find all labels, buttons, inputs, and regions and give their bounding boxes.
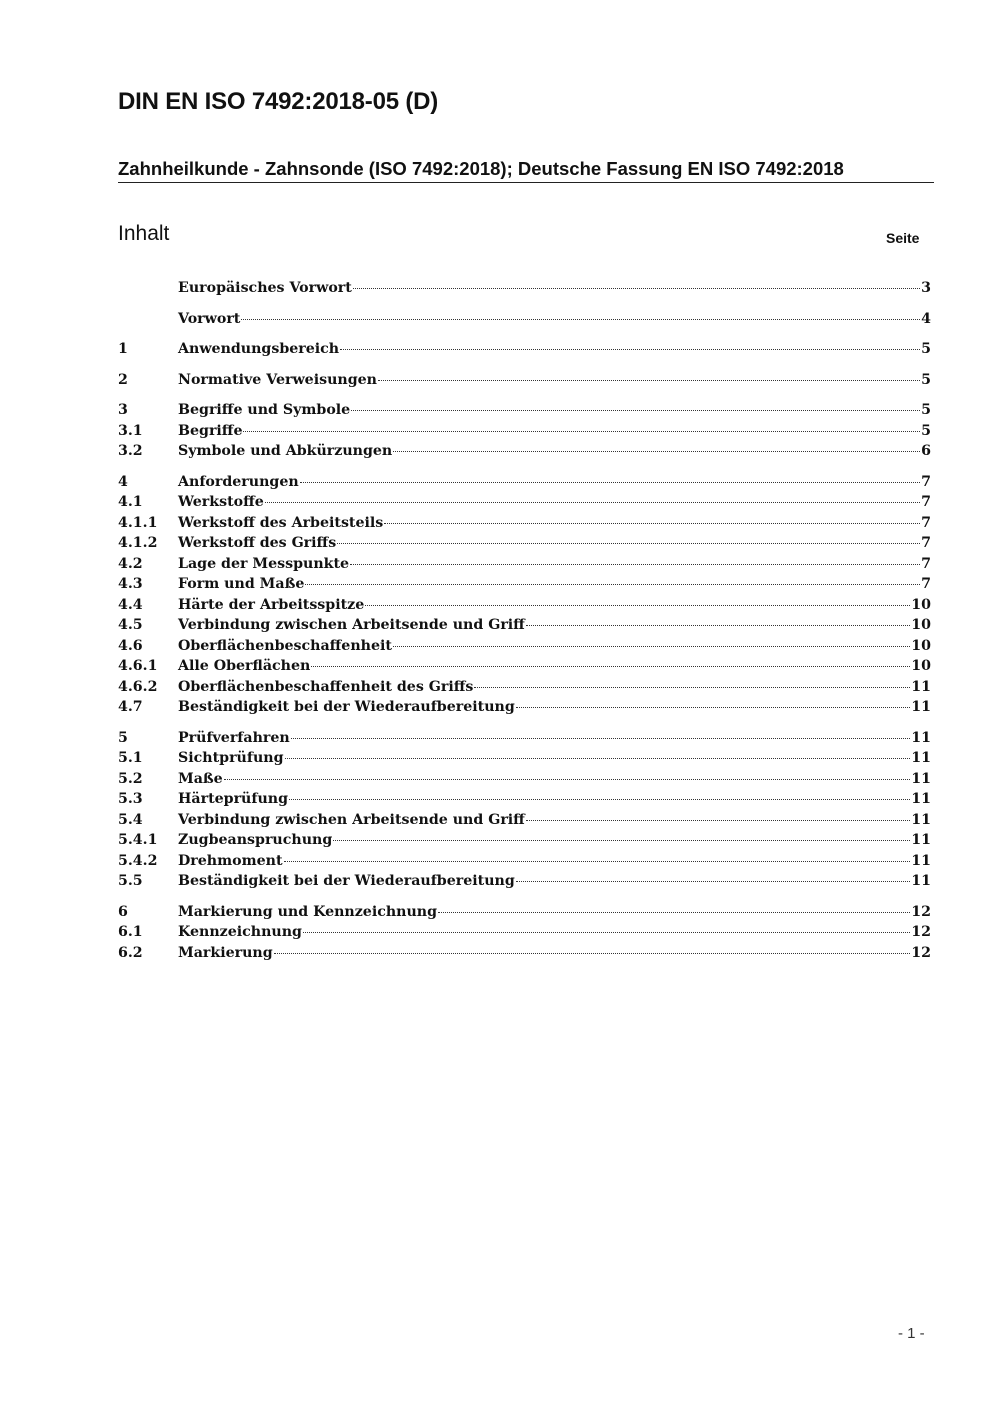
toc-entry-title[interactable]: Beständigkeit bei der Wiederaufbereitung bbox=[178, 873, 515, 889]
toc-entry-page[interactable]: 11 bbox=[911, 873, 931, 889]
toc-entry[interactable] bbox=[118, 556, 931, 577]
toc-entry-page[interactable]: 12 bbox=[911, 903, 931, 920]
toc-entry[interactable] bbox=[118, 280, 931, 301]
toc-entry-title[interactable]: Maße bbox=[178, 770, 223, 787]
toc-entry-number: 6 bbox=[118, 903, 128, 920]
toc-entry-number: 5.2 bbox=[118, 770, 143, 787]
toc-entry-page[interactable]: 11 bbox=[911, 832, 931, 848]
toc-dot-leader bbox=[265, 502, 920, 503]
toc-entry-title[interactable]: Lage der Messpunkte bbox=[178, 555, 350, 572]
toc-dot-leader bbox=[393, 451, 920, 452]
toc-entry[interactable] bbox=[118, 443, 931, 464]
toc-entry-page[interactable]: 7 bbox=[921, 576, 931, 592]
toc-entry-title[interactable]: Vorwort bbox=[178, 310, 241, 327]
toc-entry-title[interactable]: Härteprüfung bbox=[178, 791, 289, 807]
toc-entry[interactable] bbox=[118, 535, 931, 556]
toc-entry[interactable] bbox=[118, 658, 931, 679]
toc-entry-page[interactable]: 11 bbox=[911, 852, 931, 869]
toc-entry-page[interactable]: 3 bbox=[921, 280, 931, 296]
page-number: - 1 - bbox=[898, 1325, 925, 1342]
toc-entry-title[interactable]: Verbindung zwischen Arbeitsende und Griff bbox=[178, 617, 525, 633]
toc-dot-leader bbox=[516, 707, 911, 708]
toc-entry-title[interactable]: Markierung und Kennzeichnung bbox=[178, 903, 438, 920]
toc-entry-number: 3.1 bbox=[118, 422, 143, 439]
toc-entry-page[interactable]: 10 bbox=[911, 658, 931, 674]
toc-dot-leader bbox=[285, 758, 911, 759]
toc-dot-leader bbox=[351, 410, 920, 411]
toc-entry-page[interactable]: 7 bbox=[921, 555, 931, 572]
toc-entry[interactable] bbox=[118, 945, 931, 966]
toc-group bbox=[118, 280, 931, 301]
toc-dot-leader bbox=[337, 543, 920, 544]
toc-group bbox=[118, 474, 931, 720]
toc-entry-title[interactable]: Alle Oberflächen bbox=[178, 658, 311, 674]
toc-entry-title[interactable]: Anforderungen bbox=[178, 473, 299, 490]
toc-entry[interactable] bbox=[118, 515, 931, 536]
toc-entry-title[interactable]: Werkstoffe bbox=[178, 494, 264, 510]
toc-entry-page[interactable]: 5 bbox=[921, 422, 931, 439]
toc-dot-leader bbox=[340, 349, 920, 350]
toc-group bbox=[118, 730, 931, 894]
toc-entry-title[interactable]: Beständigkeit bei der Wiederaufbereitung bbox=[178, 699, 515, 715]
toc-dot-leader bbox=[284, 861, 911, 862]
toc-entry-page[interactable]: 10 bbox=[911, 617, 931, 633]
toc-entry[interactable] bbox=[118, 812, 931, 833]
toc-entry-number: 4.5 bbox=[118, 617, 143, 633]
toc-entry-page[interactable]: 12 bbox=[911, 944, 931, 961]
toc-dot-leader bbox=[241, 319, 920, 320]
toc-entry[interactable] bbox=[118, 372, 931, 393]
document-subtitle: Zahnheilkunde - Zahnsonde (ISO 7492:2018); Deutsche Fassung EN ISO 7492:2018 bbox=[118, 158, 934, 183]
toc-entry-number: 4.6.1 bbox=[118, 658, 158, 674]
toc-entry[interactable] bbox=[118, 617, 931, 638]
toc-entry-title[interactable]: Begriffe bbox=[178, 422, 243, 439]
toc-dot-leader bbox=[353, 288, 920, 289]
toc-entry-page[interactable]: 10 bbox=[911, 596, 931, 613]
toc-entry-title[interactable]: Oberflächenbeschaffenheit des Griffs bbox=[178, 678, 474, 695]
toc-entry-number: 4.3 bbox=[118, 576, 143, 592]
toc-entry-title[interactable]: Europäisches Vorwort bbox=[178, 280, 352, 296]
toc-entry-number: 5.4 bbox=[118, 811, 143, 828]
toc-entry[interactable] bbox=[118, 771, 931, 792]
toc-entry[interactable] bbox=[118, 699, 931, 720]
toc-dot-leader bbox=[526, 625, 910, 626]
table-of-contents bbox=[118, 280, 931, 975]
toc-entry-page[interactable]: 11 bbox=[911, 729, 931, 746]
toc-entry-page[interactable]: 11 bbox=[911, 750, 931, 766]
toc-dot-leader bbox=[224, 779, 911, 780]
document-title: DIN EN ISO 7492:2018-05 (D) bbox=[118, 88, 439, 115]
toc-dot-leader bbox=[311, 666, 910, 667]
toc-entry-page[interactable]: 12 bbox=[911, 924, 931, 940]
toc-dot-leader bbox=[333, 840, 910, 841]
toc-entry-title[interactable]: Form und Maße bbox=[178, 576, 305, 592]
toc-dot-leader bbox=[378, 380, 920, 381]
toc-entry-title[interactable]: Normative Verweisungen bbox=[178, 371, 377, 388]
toc-entry-title[interactable]: Verbindung zwischen Arbeitsende und Griff bbox=[178, 811, 525, 828]
toc-entry-page[interactable]: 7 bbox=[921, 473, 931, 490]
toc-entry-number: 5 bbox=[118, 729, 128, 746]
toc-entry-title[interactable]: Markierung bbox=[178, 944, 273, 961]
toc-entry-number: 4.1 bbox=[118, 494, 143, 510]
toc-entry-page[interactable]: 7 bbox=[921, 514, 931, 531]
toc-entry-page[interactable]: 5 bbox=[921, 402, 931, 418]
toc-entry-title[interactable]: Härte der Arbeitsspitze bbox=[178, 596, 365, 613]
toc-entry-page[interactable]: 11 bbox=[911, 770, 931, 787]
toc-entry-title[interactable]: Zugbeanspruchung bbox=[178, 832, 333, 848]
toc-dot-leader bbox=[393, 646, 910, 647]
toc-entry-number: 5.5 bbox=[118, 873, 143, 889]
toc-entry[interactable] bbox=[118, 750, 931, 771]
toc-entry-title[interactable]: Anwendungsbereich bbox=[178, 341, 340, 357]
toc-entry[interactable] bbox=[118, 638, 931, 659]
toc-entry[interactable] bbox=[118, 904, 931, 925]
toc-entry[interactable] bbox=[118, 341, 931, 362]
toc-entry-number: 5.4.2 bbox=[118, 852, 158, 869]
toc-entry-title[interactable]: Werkstoff des Arbeitsteils bbox=[178, 514, 384, 531]
toc-entry-number: 3.2 bbox=[118, 443, 143, 459]
toc-entry-number: 6.2 bbox=[118, 944, 143, 961]
toc-dot-leader bbox=[438, 912, 910, 913]
toc-entry[interactable] bbox=[118, 853, 931, 874]
toc-dot-leader bbox=[516, 881, 911, 882]
toc-heading: Inhalt bbox=[118, 222, 170, 245]
toc-entry-page[interactable]: 5 bbox=[921, 371, 931, 388]
toc-group bbox=[118, 311, 931, 332]
toc-entry-title[interactable]: Prüfverfahren bbox=[178, 729, 290, 746]
toc-entry-number: 5.3 bbox=[118, 791, 143, 807]
toc-entry-number: 4.4 bbox=[118, 596, 143, 613]
toc-entry-page[interactable]: 11 bbox=[911, 811, 931, 828]
toc-entry-number: 4.6.2 bbox=[118, 678, 158, 695]
toc-entry[interactable] bbox=[118, 730, 931, 751]
toc-group bbox=[118, 904, 931, 966]
toc-dot-leader bbox=[303, 932, 910, 933]
toc-entry-title[interactable]: Oberflächenbeschaffenheit bbox=[178, 637, 392, 654]
toc-entry-number: 5.1 bbox=[118, 750, 143, 766]
toc-dot-leader bbox=[384, 523, 920, 524]
toc-entry[interactable] bbox=[118, 832, 931, 853]
toc-entry-title[interactable]: Kennzeichnung bbox=[178, 924, 302, 940]
toc-entry[interactable] bbox=[118, 474, 931, 495]
toc-entry-number: 4 bbox=[118, 473, 128, 490]
toc-entry-number: 6.1 bbox=[118, 924, 143, 940]
toc-dot-leader bbox=[474, 687, 910, 688]
toc-entry-page[interactable]: 11 bbox=[911, 699, 931, 715]
toc-group bbox=[118, 341, 931, 362]
toc-entry[interactable] bbox=[118, 873, 931, 894]
toc-group bbox=[118, 372, 931, 393]
toc-group bbox=[118, 402, 931, 464]
toc-entry-number: 4.7 bbox=[118, 699, 143, 715]
toc-dot-leader bbox=[526, 820, 910, 821]
toc-entry-title[interactable]: Werkstoff des Griffs bbox=[178, 535, 337, 551]
toc-dot-leader bbox=[300, 482, 920, 483]
toc-entry[interactable] bbox=[118, 402, 931, 423]
toc-entry[interactable] bbox=[118, 311, 931, 332]
toc-entry-number: 4.6 bbox=[118, 637, 143, 654]
toc-dot-leader bbox=[350, 564, 920, 565]
toc-dot-leader bbox=[274, 953, 911, 954]
toc-dot-leader bbox=[289, 799, 910, 800]
toc-entry[interactable] bbox=[118, 597, 931, 618]
toc-entry-page[interactable]: 6 bbox=[921, 443, 931, 459]
toc-entry[interactable] bbox=[118, 423, 931, 444]
toc-dot-leader bbox=[365, 605, 910, 606]
toc-entry-title[interactable]: Drehmoment bbox=[178, 852, 283, 869]
toc-entry[interactable] bbox=[118, 791, 931, 812]
toc-entry-page[interactable]: 7 bbox=[921, 494, 931, 510]
toc-entry-title[interactable]: Symbole und Abkürzungen bbox=[178, 443, 393, 459]
toc-dot-leader bbox=[243, 431, 920, 432]
toc-entry-title[interactable]: Sichtprüfung bbox=[178, 750, 284, 766]
toc-entry-title[interactable]: Begriffe und Symbole bbox=[178, 402, 351, 418]
toc-entry-page[interactable]: 11 bbox=[911, 678, 931, 695]
toc-entry-page[interactable]: 5 bbox=[921, 341, 931, 357]
toc-entry-page[interactable]: 4 bbox=[921, 310, 931, 327]
toc-page-column-label: Seite bbox=[886, 230, 920, 246]
toc-entry[interactable] bbox=[118, 494, 931, 515]
toc-entry[interactable] bbox=[118, 924, 931, 945]
toc-entry-number: 5.4.1 bbox=[118, 832, 158, 848]
toc-entry-page[interactable]: 10 bbox=[911, 637, 931, 654]
toc-entry-number: 4.1.2 bbox=[118, 535, 158, 551]
toc-entry[interactable] bbox=[118, 679, 931, 700]
toc-dot-leader bbox=[305, 584, 920, 585]
toc-entry-number: 1 bbox=[118, 341, 128, 357]
toc-entry-number: 2 bbox=[118, 371, 128, 388]
toc-entry-page[interactable]: 7 bbox=[921, 535, 931, 551]
toc-entry-number: 4.1.1 bbox=[118, 514, 158, 531]
toc-entry-page[interactable]: 11 bbox=[911, 791, 931, 807]
toc-entry-number: 4.2 bbox=[118, 555, 143, 572]
toc-dot-leader bbox=[291, 738, 911, 739]
toc-entry-number: 3 bbox=[118, 402, 128, 418]
toc-entry[interactable] bbox=[118, 576, 931, 597]
